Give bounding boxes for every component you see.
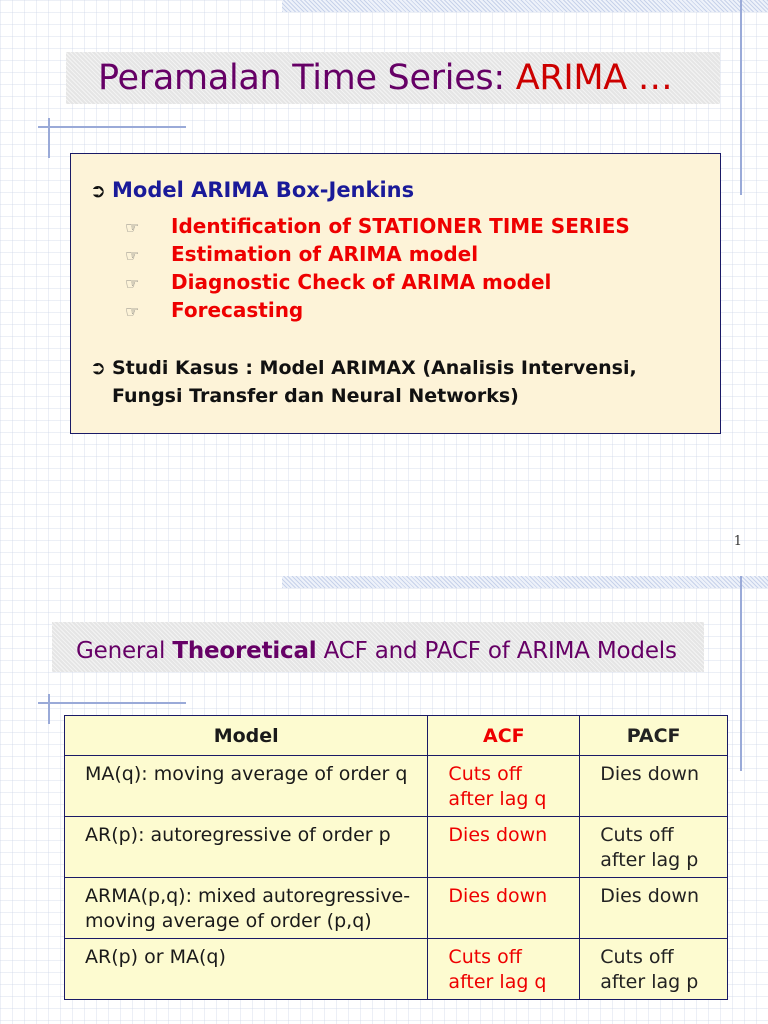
bullet-text-line1: Studi Kasus : Model ARIMAX (Analisis Intervensi,	[112, 357, 637, 379]
pointing-hand-icon: ☞	[125, 246, 140, 265]
cell-model: MA(q): moving average of order q	[65, 756, 428, 817]
cell-model: ARMA(p,q): mixed autoregressive-moving average of order (p,q)	[65, 878, 428, 939]
subitem-estimation	[125, 242, 478, 266]
pointing-hand-icon: ☞	[125, 302, 140, 321]
bullet-text: Model ARIMA Box-Jenkins	[112, 178, 415, 202]
subitem-text: Estimation of ARIMA model	[171, 242, 479, 266]
cell-pacf: Cuts off after lag p	[580, 939, 728, 1000]
cell-acf: Cuts off after lag q	[428, 939, 580, 1000]
bullet-studi-kasus	[90, 354, 637, 410]
right-guide-line	[740, 0, 742, 195]
table-header-row	[65, 716, 728, 756]
cell-model: AR(p): autoregressive of order p	[65, 817, 428, 878]
table-row	[65, 878, 728, 939]
header-model: Model	[65, 716, 428, 756]
left-guide-vertical	[48, 118, 50, 158]
acf-pacf-table	[64, 715, 728, 1000]
cell-acf: Cuts off after lag q	[428, 756, 580, 817]
slide-title-bold: Theoretical	[172, 638, 317, 664]
subitem-text: Diagnostic Check of ARIMA model	[171, 270, 552, 294]
slide-title	[98, 58, 672, 98]
pointing-hand-icon: ☞	[125, 218, 140, 237]
subitem-forecasting	[125, 298, 303, 322]
subitem-diagnostic	[125, 270, 551, 294]
cell-acf: Dies down	[428, 878, 580, 939]
page-number: 1	[733, 534, 742, 549]
cell-model: AR(p) or MA(q)	[65, 939, 428, 1000]
subitem-text: Identification of STATIONER TIME SERIES	[171, 214, 630, 238]
left-guide-line	[38, 702, 186, 704]
header-acf: ACF	[428, 716, 580, 756]
subitem-text: Forecasting	[171, 298, 304, 322]
left-guide-vertical	[48, 694, 50, 724]
top-hatch-band	[282, 0, 768, 12]
slide-title-accent: ARIMA …	[515, 58, 673, 98]
content-box	[70, 153, 721, 434]
arrow-bullet-icon: ➲	[90, 180, 106, 202]
left-guide-line	[38, 126, 186, 128]
cell-pacf: Cuts off after lag p	[580, 817, 728, 878]
subitem-identification	[125, 214, 630, 238]
slide-title-pre: General	[76, 638, 173, 664]
slide-title-post: ACF and PACF of ARIMA Models	[316, 638, 677, 664]
table-row	[65, 756, 728, 817]
table-row	[65, 817, 728, 878]
slide-title	[76, 638, 677, 664]
bullet-model-arima	[90, 178, 414, 202]
pointing-hand-icon: ☞	[125, 274, 140, 293]
slide-2	[0, 560, 768, 1024]
right-guide-line	[740, 576, 742, 771]
header-pacf: PACF	[580, 716, 728, 756]
cell-pacf: Dies down	[580, 756, 728, 817]
bullet-text-line2: Fungsi Transfer dan Neural Networks)	[112, 385, 519, 407]
arrow-bullet-icon: ➲	[90, 357, 106, 379]
top-hatch-band	[282, 576, 768, 588]
cell-acf: Dies down	[428, 817, 580, 878]
table-row	[65, 939, 728, 1000]
slide-title-main: Peramalan Time Series:	[98, 58, 516, 98]
cell-pacf: Dies down	[580, 878, 728, 939]
